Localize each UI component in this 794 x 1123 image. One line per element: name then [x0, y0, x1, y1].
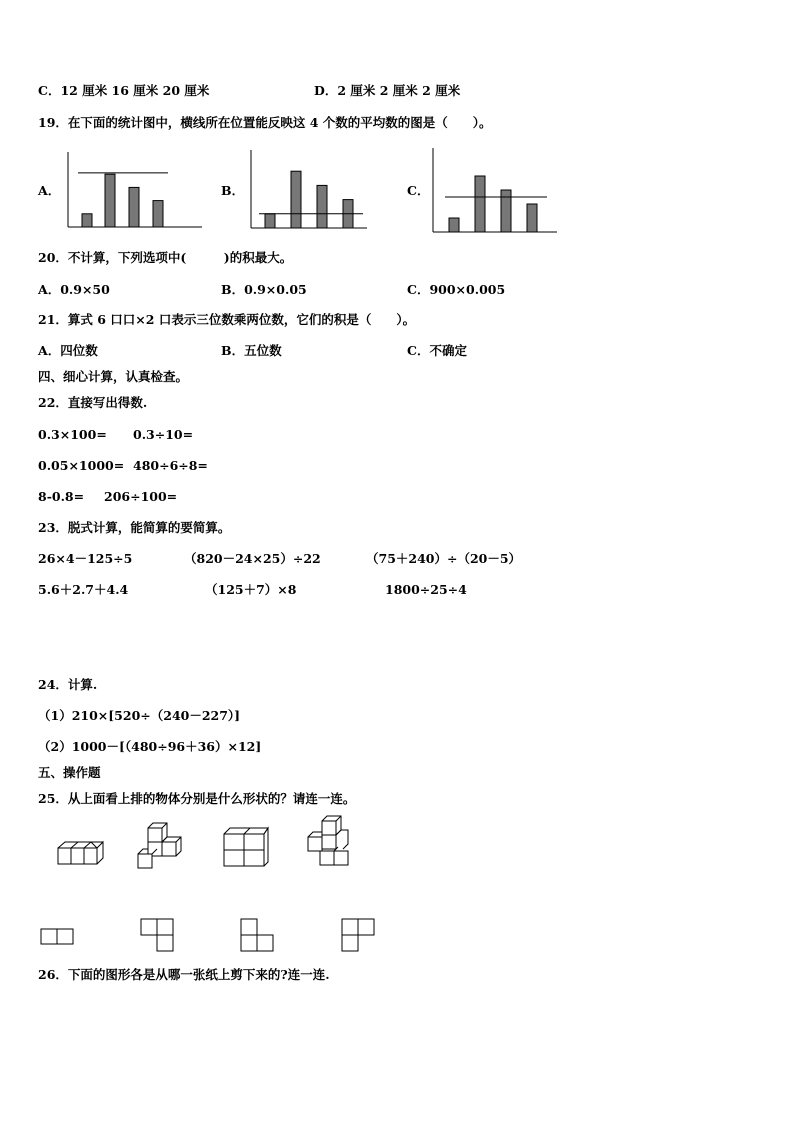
chart-a-bar: [105, 174, 115, 227]
q22-item-2: 0.3÷10=: [133, 427, 194, 442]
q22-item-5: 8-0.8=: [38, 489, 85, 504]
q20-option-c: C．900×0.005: [407, 282, 506, 297]
q24-item-1: （1）210×[520÷（240－227）]: [38, 708, 241, 723]
q25-cube-figure-3: [222, 824, 270, 870]
chart-b-bar: [291, 171, 301, 228]
q25-cube-figure-1: [56, 834, 106, 870]
q25-cube-figure-2: [134, 822, 190, 872]
q21-option-a: A．四位数: [38, 343, 98, 358]
q19-chart-a: [62, 150, 202, 232]
q19-label-c: C．: [407, 183, 430, 198]
q25-view-shape-4: [341, 918, 377, 954]
section-4-heading: 四、细心计算，认真检查。: [38, 369, 189, 384]
chart-c-bar: [449, 218, 459, 232]
chart-b-bar: [317, 185, 327, 228]
chart-b-bar: [265, 214, 275, 228]
q25-view-shape-2: [140, 918, 176, 954]
q23-item-5: （125＋7）×8: [205, 582, 297, 597]
chart-c-bar: [501, 190, 511, 232]
q20-option-b: B．0.9×0.05: [221, 282, 307, 297]
q19-question: 19．在下面的统计图中，横线所在位置能反映这 4 个数的平均数的图是（ ）。: [38, 115, 492, 130]
q25-cube-figure-4: [300, 815, 356, 871]
q26-question: 26．下面的图形各是从哪一张纸上剪下来的?连一连.: [38, 967, 330, 982]
q23-item-1: 26×4－125÷5: [38, 551, 133, 566]
q21-option-c: C．不确定: [407, 343, 467, 358]
chart-c-bar: [475, 176, 485, 232]
q22-item-6: 206÷100=: [104, 489, 178, 504]
q19-chart-b: [245, 148, 385, 232]
q21-question: 21．算式 6 口口×2 口表示三位数乘两位数，它们的积是（ ）。: [38, 312, 416, 327]
q25-view-shape-1: [40, 928, 76, 946]
chart-a-bar: [129, 187, 139, 227]
q19-label-b: B．: [221, 183, 245, 198]
q25-question: 25．从上面看上排的物体分别是什么形状的？请连一连。: [38, 791, 356, 806]
chart-c-bar: [527, 204, 537, 232]
section-5-heading: 五、操作题: [38, 765, 101, 780]
q20-option-a: A．0.9×50: [38, 282, 110, 297]
q23-item-3: （75＋240）÷（20－5）: [366, 551, 522, 566]
q23-question: 23．脱式计算，能简算的要简算。: [38, 520, 231, 535]
q21-option-b: B．五位数: [221, 343, 282, 358]
q19-chart-c: [427, 148, 567, 234]
q20-question: 20．不计算，下列选项中( )的积最大。: [38, 250, 293, 265]
q22-item-1: 0.3×100=: [38, 427, 107, 442]
q23-item-4: 5.6＋2.7＋4.4: [38, 582, 129, 597]
q18-option-c: C．12 厘米 16 厘米 20 厘米: [38, 83, 210, 98]
q18-option-d: D．2 厘米 2 厘米 2 厘米: [314, 83, 461, 98]
chart-a-bar: [82, 214, 92, 227]
q22-question: 22．直接写出得数.: [38, 395, 148, 410]
q22-item-3: 0.05×1000=: [38, 458, 125, 473]
q19-label-a: A．: [38, 183, 61, 198]
q25-view-shape-3: [240, 918, 276, 954]
q23-item-6: 1800÷25÷4: [385, 582, 467, 597]
chart-a-bar: [153, 201, 163, 227]
q24-item-2: （2）1000－[（480÷96＋36）×12]: [38, 739, 262, 754]
q24-question: 24．计算.: [38, 677, 98, 692]
q23-item-2: （820－24×25）÷22: [184, 551, 321, 566]
q22-item-4: 480÷6÷8=: [133, 458, 208, 473]
